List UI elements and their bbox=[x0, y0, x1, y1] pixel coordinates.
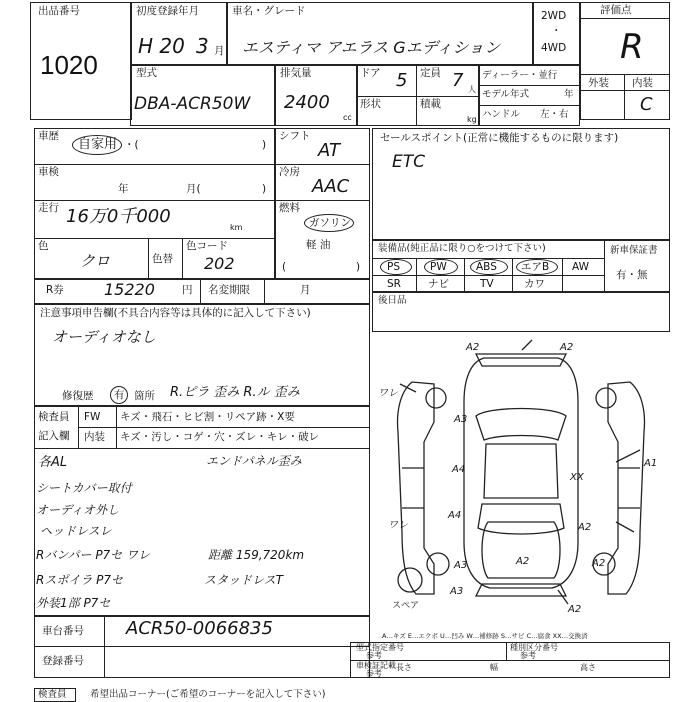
rating-value: R bbox=[620, 27, 644, 67]
yen-unit: 円 bbox=[182, 284, 193, 296]
lot-number-label: 出品番号 bbox=[38, 5, 80, 17]
equip-abs: ABS bbox=[476, 261, 497, 273]
shift-value: AT bbox=[318, 140, 340, 161]
drive-4wd: 4WD bbox=[541, 42, 567, 54]
inspection-close: ) bbox=[262, 183, 267, 195]
person-unit: 人 bbox=[468, 85, 476, 94]
diagram-label-10: A2 bbox=[592, 558, 606, 569]
diagram-label-6: A1 bbox=[644, 458, 658, 469]
rear-bumper bbox=[476, 584, 566, 596]
r-ticket-row bbox=[34, 278, 370, 304]
diagram-label-14: A2 bbox=[516, 556, 530, 567]
class-ref: 参考 bbox=[520, 651, 536, 660]
sales-point-value: ETC bbox=[392, 152, 425, 172]
shift-label: シフト bbox=[279, 130, 311, 142]
interior-grade: C bbox=[640, 94, 653, 115]
car-damage-diagram bbox=[372, 332, 670, 616]
front-right-wheel bbox=[596, 388, 616, 408]
usage-suffix: ・( bbox=[124, 139, 139, 151]
right-side-outline bbox=[608, 382, 644, 594]
model-code: DBA-ACR50W bbox=[134, 94, 251, 114]
inspector-line-9: Rスポイラ P7セ bbox=[36, 573, 124, 587]
name-change-month: 月 bbox=[300, 284, 311, 296]
inspection-month: 月( bbox=[186, 183, 201, 195]
cc-unit: cc bbox=[343, 113, 352, 122]
usage-value: 自家用 bbox=[78, 137, 118, 152]
inspector-label-1: 検査員 bbox=[38, 411, 70, 423]
r-ticket-label: R券 bbox=[46, 284, 64, 296]
inspector-line-2: エンドパネル歪み bbox=[206, 454, 302, 468]
equip-tv: TV bbox=[480, 278, 494, 290]
exterior-grade-label: 外装 bbox=[588, 77, 609, 89]
inspector-line-7: 距離 159,720km bbox=[208, 548, 305, 562]
reg-era-year: H 20 bbox=[138, 34, 185, 58]
spare-wheel bbox=[398, 568, 422, 592]
equip-airbag: エアB bbox=[521, 261, 550, 273]
drive-dot: ・ bbox=[551, 25, 562, 37]
diagram-label-9: A2 bbox=[578, 522, 592, 533]
equip-pw: PW bbox=[430, 261, 447, 273]
mileage-label: 走行 bbox=[38, 202, 59, 214]
fuel-value: ガソリン bbox=[309, 217, 351, 229]
rear-view bbox=[482, 522, 560, 578]
diagram-label-7: A4 bbox=[452, 464, 466, 475]
chassis-value: ACR50-0066835 bbox=[126, 618, 273, 639]
name-change-label: 名変期限 bbox=[208, 284, 250, 296]
model-year-label: モデル年式 bbox=[482, 89, 530, 100]
diagram-label-13: A3 bbox=[450, 586, 464, 597]
equip-navi: ナビ bbox=[428, 278, 449, 290]
warranty-value: 有・無 bbox=[616, 269, 648, 281]
fuel-paren-close: ) bbox=[356, 261, 361, 273]
roof-panel bbox=[484, 444, 558, 498]
diagram-label-8: A4 bbox=[448, 510, 462, 521]
exterior-keys: キズ・飛石・ヒビ割・リペア跡・X要 bbox=[120, 411, 295, 423]
inspector-line-10: 外装1部 P7セ bbox=[36, 596, 111, 610]
reg-month-unit: 月 bbox=[214, 45, 225, 57]
color-label: 色 bbox=[38, 240, 49, 252]
interior-grade-label: 内装 bbox=[632, 77, 653, 89]
kg-unit: kg bbox=[467, 115, 477, 124]
inspector-line-1: 各AL bbox=[38, 455, 68, 470]
inspector-line-8: スタッドレスT bbox=[204, 573, 283, 587]
reg-month: 3 bbox=[196, 34, 209, 58]
inspector-line-5: ヘッドレスレ bbox=[40, 524, 112, 538]
diagram-label-12: A3 bbox=[454, 560, 468, 571]
footer-text: 希望出品コーナー(ご希望のコーナーを記入して下さい) bbox=[90, 689, 326, 700]
mileage-unit: km bbox=[230, 223, 243, 232]
lot-number: 1020 bbox=[40, 50, 98, 80]
registration-label: 登録番号 bbox=[42, 655, 84, 667]
diagram-label-5: XX bbox=[570, 472, 584, 483]
rear-window bbox=[478, 504, 564, 534]
model-year-unit: 年 bbox=[564, 89, 574, 100]
cert-ref: 参考 bbox=[366, 669, 382, 678]
class-label: 種別区分番号 bbox=[510, 643, 558, 652]
diagram-label-1: A2 bbox=[466, 342, 480, 353]
handle-label: ハンドル bbox=[482, 109, 521, 120]
usage-close: ) bbox=[262, 139, 267, 151]
color-code-label: 色コード bbox=[186, 240, 228, 252]
capacity-value: 7 bbox=[452, 70, 464, 91]
warranty-label: 新車保証書 bbox=[610, 245, 658, 256]
color-change-label: 色替 bbox=[152, 253, 173, 265]
dealer-label: ディーラー・並行 bbox=[482, 70, 558, 81]
fw-label: FW bbox=[84, 411, 101, 423]
doors-value: 5 bbox=[396, 70, 408, 91]
top-view-body bbox=[464, 358, 578, 588]
sales-point-box bbox=[372, 128, 670, 240]
sales-point-label: セールスポイント(正常に機能するものに限ります) bbox=[380, 132, 619, 144]
car-name: エスティマ アエラス Gエディション bbox=[242, 38, 501, 57]
capacity-label: 定員 bbox=[420, 67, 441, 79]
shape-label: 形状 bbox=[360, 98, 381, 110]
footer-label: 検査員 bbox=[38, 689, 67, 700]
model-spec-ref: 参考 bbox=[366, 651, 382, 660]
aftermarket-box bbox=[372, 292, 670, 332]
displacement-value: 2400 bbox=[284, 92, 330, 113]
diagram-label-11: ワレ bbox=[388, 520, 408, 531]
naiso-label: 内装 bbox=[84, 431, 105, 443]
notes-text: オーディオなし bbox=[52, 328, 156, 346]
front-bumper bbox=[476, 354, 566, 366]
notes-label: 注意事項申告欄(不具合内容等は具体的に記入して下さい) bbox=[40, 307, 311, 319]
width-label: 幅 bbox=[490, 663, 498, 672]
aircon-value: AAC bbox=[312, 176, 350, 197]
equip-ps: PS bbox=[387, 261, 400, 273]
equip-sr: SR bbox=[387, 278, 401, 290]
height-label: 高さ bbox=[580, 663, 596, 672]
fuel-paren-open: ( bbox=[282, 261, 287, 273]
inspector-line-6: Rバンパー P7セ ワレ bbox=[36, 548, 150, 562]
usage-label: 車歴 bbox=[38, 130, 59, 142]
r-ticket-value: 15220 bbox=[104, 280, 155, 299]
inspection-label: 車検 bbox=[38, 166, 59, 178]
inspector-line-4: オーディオ外し bbox=[36, 503, 120, 517]
inspector-label-2: 記入欄 bbox=[38, 430, 70, 442]
aircon-label: 冷房 bbox=[279, 166, 300, 178]
windshield bbox=[476, 409, 566, 441]
equip-leather: カワ bbox=[524, 278, 545, 290]
model-label: 型式 bbox=[136, 67, 157, 79]
rating-label: 評価点 bbox=[600, 4, 632, 16]
displacement-label: 排気量 bbox=[280, 67, 312, 79]
color-value: クロ bbox=[80, 252, 111, 270]
inspection-year: 年 bbox=[118, 183, 129, 195]
diagram-label-4: A3 bbox=[454, 414, 468, 425]
rear-left-wheel bbox=[427, 553, 449, 575]
left-side-outline bbox=[398, 382, 434, 594]
color-code-value: 202 bbox=[204, 254, 235, 273]
front-left-wheel bbox=[426, 388, 446, 408]
inspector-line-3: シートカバー取付 bbox=[36, 481, 132, 495]
equipment-label: 装備品(純正品に限り○をつけて下さい) bbox=[378, 243, 546, 254]
spare-label: スペア bbox=[392, 601, 420, 611]
mileage-value: 16万0千000 bbox=[66, 206, 171, 227]
diagram-label-3: ワレ bbox=[378, 388, 398, 399]
doors-label: ドア bbox=[360, 67, 381, 79]
repair-place-value: R.ピラ 歪み R.ル 歪み bbox=[170, 385, 300, 400]
load-label: 積載 bbox=[420, 98, 441, 110]
length-label: 長さ bbox=[396, 663, 412, 672]
damage-legend: A…キズ E…エクボ U…凹み W…補修跡 S…サビ C…腐食 XX…交換済 bbox=[382, 632, 588, 640]
chassis-label: 車台番号 bbox=[42, 625, 84, 637]
fuel-diesel: 軽 油 bbox=[306, 239, 331, 251]
first-reg-label: 初度登録年月 bbox=[136, 5, 199, 17]
repair-mark: 有 bbox=[114, 389, 125, 401]
model-spec-label: 型式指定番号 bbox=[356, 643, 404, 652]
aftermarket-label: 後日品 bbox=[378, 295, 407, 306]
repair-place-label: 箇所 bbox=[134, 390, 155, 402]
fuel-label: 燃料 bbox=[279, 202, 300, 214]
car-name-label: 車名・グレード bbox=[232, 5, 306, 17]
handle-options: 左・右 bbox=[540, 109, 569, 120]
repair-label: 修復歴 bbox=[62, 390, 94, 402]
cert-label: 車検証記載 bbox=[356, 661, 396, 670]
drive-2wd: 2WD bbox=[541, 10, 567, 22]
diagram-label-15: A2 bbox=[568, 604, 582, 615]
interior-keys: キズ・汚し・コゲ・穴・ズレ・キレ・破レ bbox=[120, 431, 320, 443]
diagram-label-2: A2 bbox=[560, 342, 574, 353]
equip-aw: AW bbox=[572, 261, 589, 273]
